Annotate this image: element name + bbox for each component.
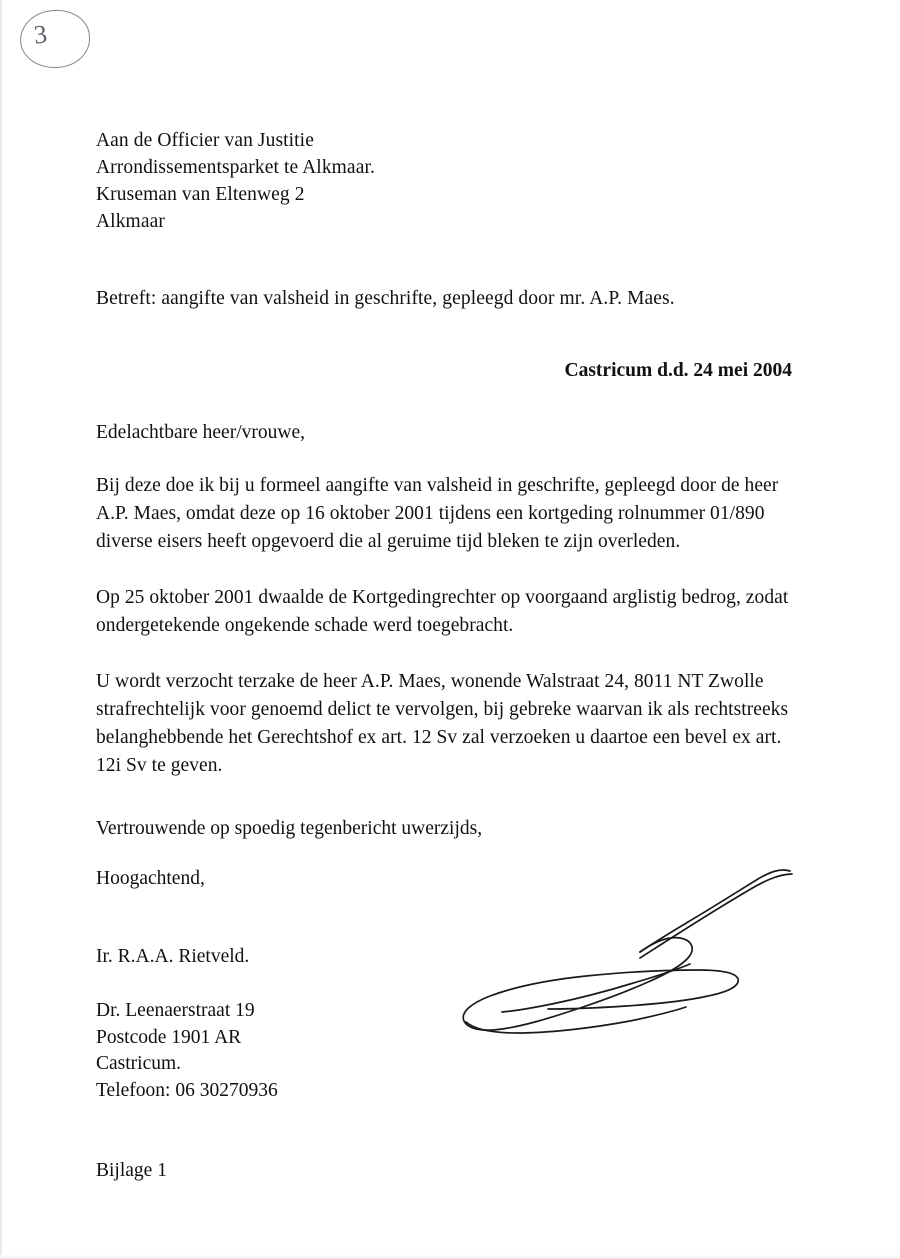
handwritten-page-number — [20, 10, 92, 72]
paragraph-2: Op 25 oktober 2001 dwaalde de Kortgedingrechter op voorgaand arglistig bedrog, zodat ondergetekende ongekende schade werd toegebracht. — [96, 586, 789, 636]
sender-line: Telefoon: 06 30270936 — [96, 1079, 278, 1101]
addressee-line: Arrondissementsparket te Alkmaar. — [96, 156, 375, 178]
paragraph-1: Bij deze doe ik bij u formeel aangifte van valsheid in geschrifte, gepleegd door de heer A.P. Maes, omdat deze op 16 oktober 2001 tijdens een kortgeding rolnummer 01/890 diverse eisers heeft opgevoerd die al geruime tijd bleken te zijn overleden. — [96, 474, 779, 552]
enclosure-note: Bijlage 1 — [96, 1160, 167, 1182]
addressee-block — [96, 128, 796, 236]
place-and-date: Castricum d.d. 24 mei 2004 — [564, 359, 792, 381]
letter-body — [96, 128, 796, 1182]
sender-line: Postcode 1901 AR — [96, 1026, 242, 1048]
sender-address-block — [96, 998, 796, 1104]
subject-line: Betreft: aangifte van valsheid in geschrifte, gepleegd door mr. A.P. Maes. — [96, 287, 675, 309]
page-number-text: 3 — [32, 19, 49, 50]
sender-line: Dr. Leenaerstraat 19 — [96, 1000, 255, 1022]
addressee-line: Aan de Officier van Justitie — [96, 130, 314, 151]
circle-annotation-icon — [18, 8, 92, 71]
scan-edge-left — [0, 0, 3, 1259]
addressee-line: Alkmaar — [96, 210, 165, 232]
closing-line: Vertrouwende op spoedig tegenbericht uwerzijds, — [96, 818, 483, 840]
salutation: Edelachtbare heer/vrouwe, — [96, 421, 305, 443]
scan-edge-bottom — [0, 1255, 900, 1259]
signer-name: Ir. R.A.A. Rietveld. — [96, 946, 250, 968]
paragraph-3: U wordt verzocht terzake de heer A.P. Maes, wonende Walstraat 24, 8011 NT Zwolle strafrechtelijk voor genoemd delict te vervolgen, bij gebreke waarvan ik als rechtstreeks belanghebbende het Gerechtshof ex art. 12 Sv zal verzoeken u daartoe een bevel ex art. 12i Sv te geven. — [96, 671, 789, 777]
addressee-line: Kruseman van Eltenweg 2 — [96, 183, 305, 205]
valediction: Hoogachtend, — [96, 868, 205, 890]
sender-line: Castricum. — [96, 1053, 182, 1075]
